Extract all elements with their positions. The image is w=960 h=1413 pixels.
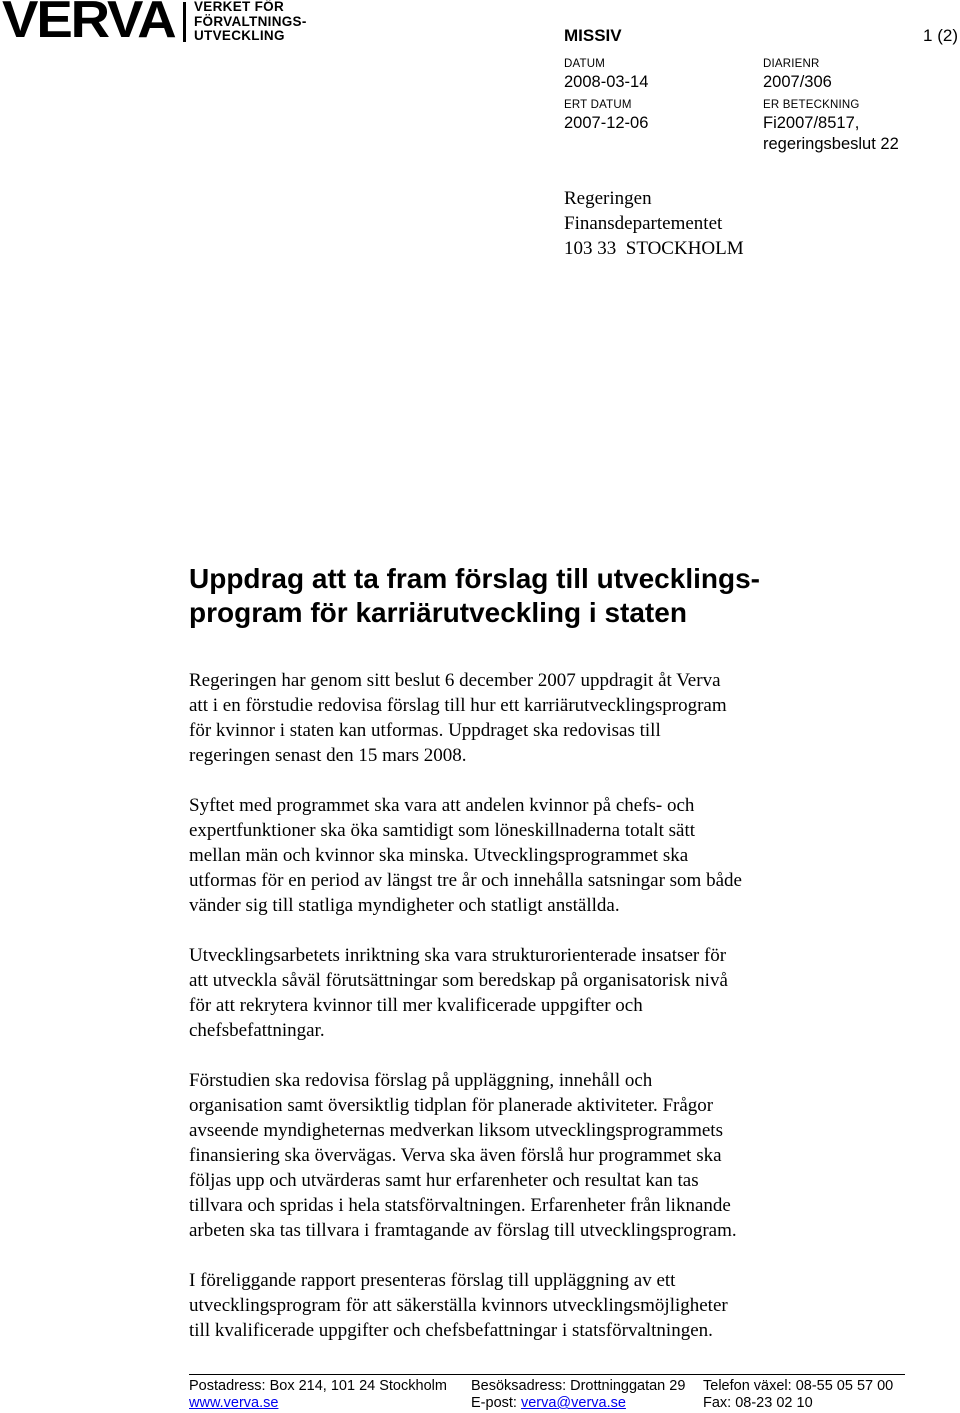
footer-epost-label: E-post: xyxy=(471,1395,521,1411)
footer-divider xyxy=(189,1374,905,1375)
document-title: Uppdrag att ta fram förslag till utvecklings- program för karriärutveckling i staten xyxy=(189,563,760,628)
page-number: 1 (2) xyxy=(923,26,958,45)
body-paragraph: I föreliggande rapport presenteras förslag till uppläggning av ett utvecklingsprogram för att säkerställa kvinnors utvecklingsmöjligheter till kvalificerade uppgifter och chefsbefattningar i statsförvaltningen. xyxy=(189,1270,728,1341)
verva-logo xyxy=(0,0,307,49)
er-beteckning-label: ER BETECKNING xyxy=(763,99,860,111)
diarienr-label: DIARIENR xyxy=(763,58,820,70)
address-line: Regeringen xyxy=(564,188,652,209)
ert-datum-label: ERT DATUM xyxy=(564,99,632,111)
ert-datum-value: 2007-12-06 xyxy=(564,114,649,132)
body-paragraph: Regeringen har genom sitt beslut 6 december 2007 uppdragit åt Verva att i en förstudie redovisa förslag till hur ett karriärutvecklingsprogram för kvinnor i staten kan utformas. Uppdraget ska redovisas till regeringen senast den 15 mars 2008. xyxy=(189,670,727,766)
logo-divider xyxy=(183,2,186,42)
footer-postadress: Postadress: Box 214, 101 24 Stockholm xyxy=(189,1378,447,1394)
footer-besoksadress: Besöksadress: Drottninggatan 29 xyxy=(471,1378,686,1394)
body-paragraph: Utvecklingsarbetets inriktning ska vara strukturorienterade insatser för att utveckla såväl förutsättningar som beredskap på organisatorisk nivå för att rekrytera kvinnor till mer kvalificerade uppgifter och chefsbefattningar. xyxy=(189,945,728,1041)
footer-epost xyxy=(471,1395,626,1412)
document-type: MISSIV xyxy=(564,26,622,45)
footer-telefon: Telefon växel: 08-55 05 57 00 xyxy=(703,1378,894,1394)
footer-fax: Fax: 08-23 02 10 xyxy=(703,1395,813,1411)
er-beteckning-value-2: regeringsbeslut 22 xyxy=(763,135,899,153)
recipient-address xyxy=(564,186,744,261)
footer-website-link[interactable]: www.verva.se xyxy=(189,1395,279,1411)
er-beteckning-value: Fi2007/8517, xyxy=(763,114,860,132)
address-line: Finansdepartementet xyxy=(564,213,723,234)
diarienr-value: 2007/306 xyxy=(763,73,832,91)
address-line: 103 33 STOCKHOLM xyxy=(564,238,744,259)
logo-wordmark: VERVA xyxy=(2,0,175,49)
datum-label: DATUM xyxy=(564,58,606,70)
body-paragraph: Förstudien ska redovisa förslag på uppläggning, innehåll och organisation samt översiktlig tidplan för planerade aktiviteter. Frågor avseende myndigheternas medverkan liksom utvecklingsprogrammets finansiering ska övervägas. Verva ska även förslå hur programmet ska följas upp och utvärderas samt hur erfarenheter och resultat kan tas tillvara och spridas i hela statsförvaltningen. Erfarenheter från liknande arbeten ska tas tillvara i framtagande av förslag till utvecklingsprogram. xyxy=(189,1070,737,1241)
logo-tagline-line: VERKET FÖR xyxy=(194,0,285,14)
footer-email-link[interactable]: verva@verva.se xyxy=(520,1395,626,1411)
logo-tagline xyxy=(194,0,307,44)
datum-value: 2008-03-14 xyxy=(564,73,649,91)
logo-tagline-line: UTVECKLING xyxy=(194,28,285,43)
body-paragraph: Syftet med programmet ska vara att andelen kvinnor på chefs- och expertfunktioner ska öka samtidigt som löneskillnaderna totalt sätt mellan män och kvinnor ska minska. Utvecklingsprogrammet ska utformas för en period av längst tre år och innehålla satsningar som både vänder sig till statliga myndigheter och statligt anställda. xyxy=(189,795,742,916)
logo-tagline-line: FÖRVALTNINGS- xyxy=(194,13,307,29)
